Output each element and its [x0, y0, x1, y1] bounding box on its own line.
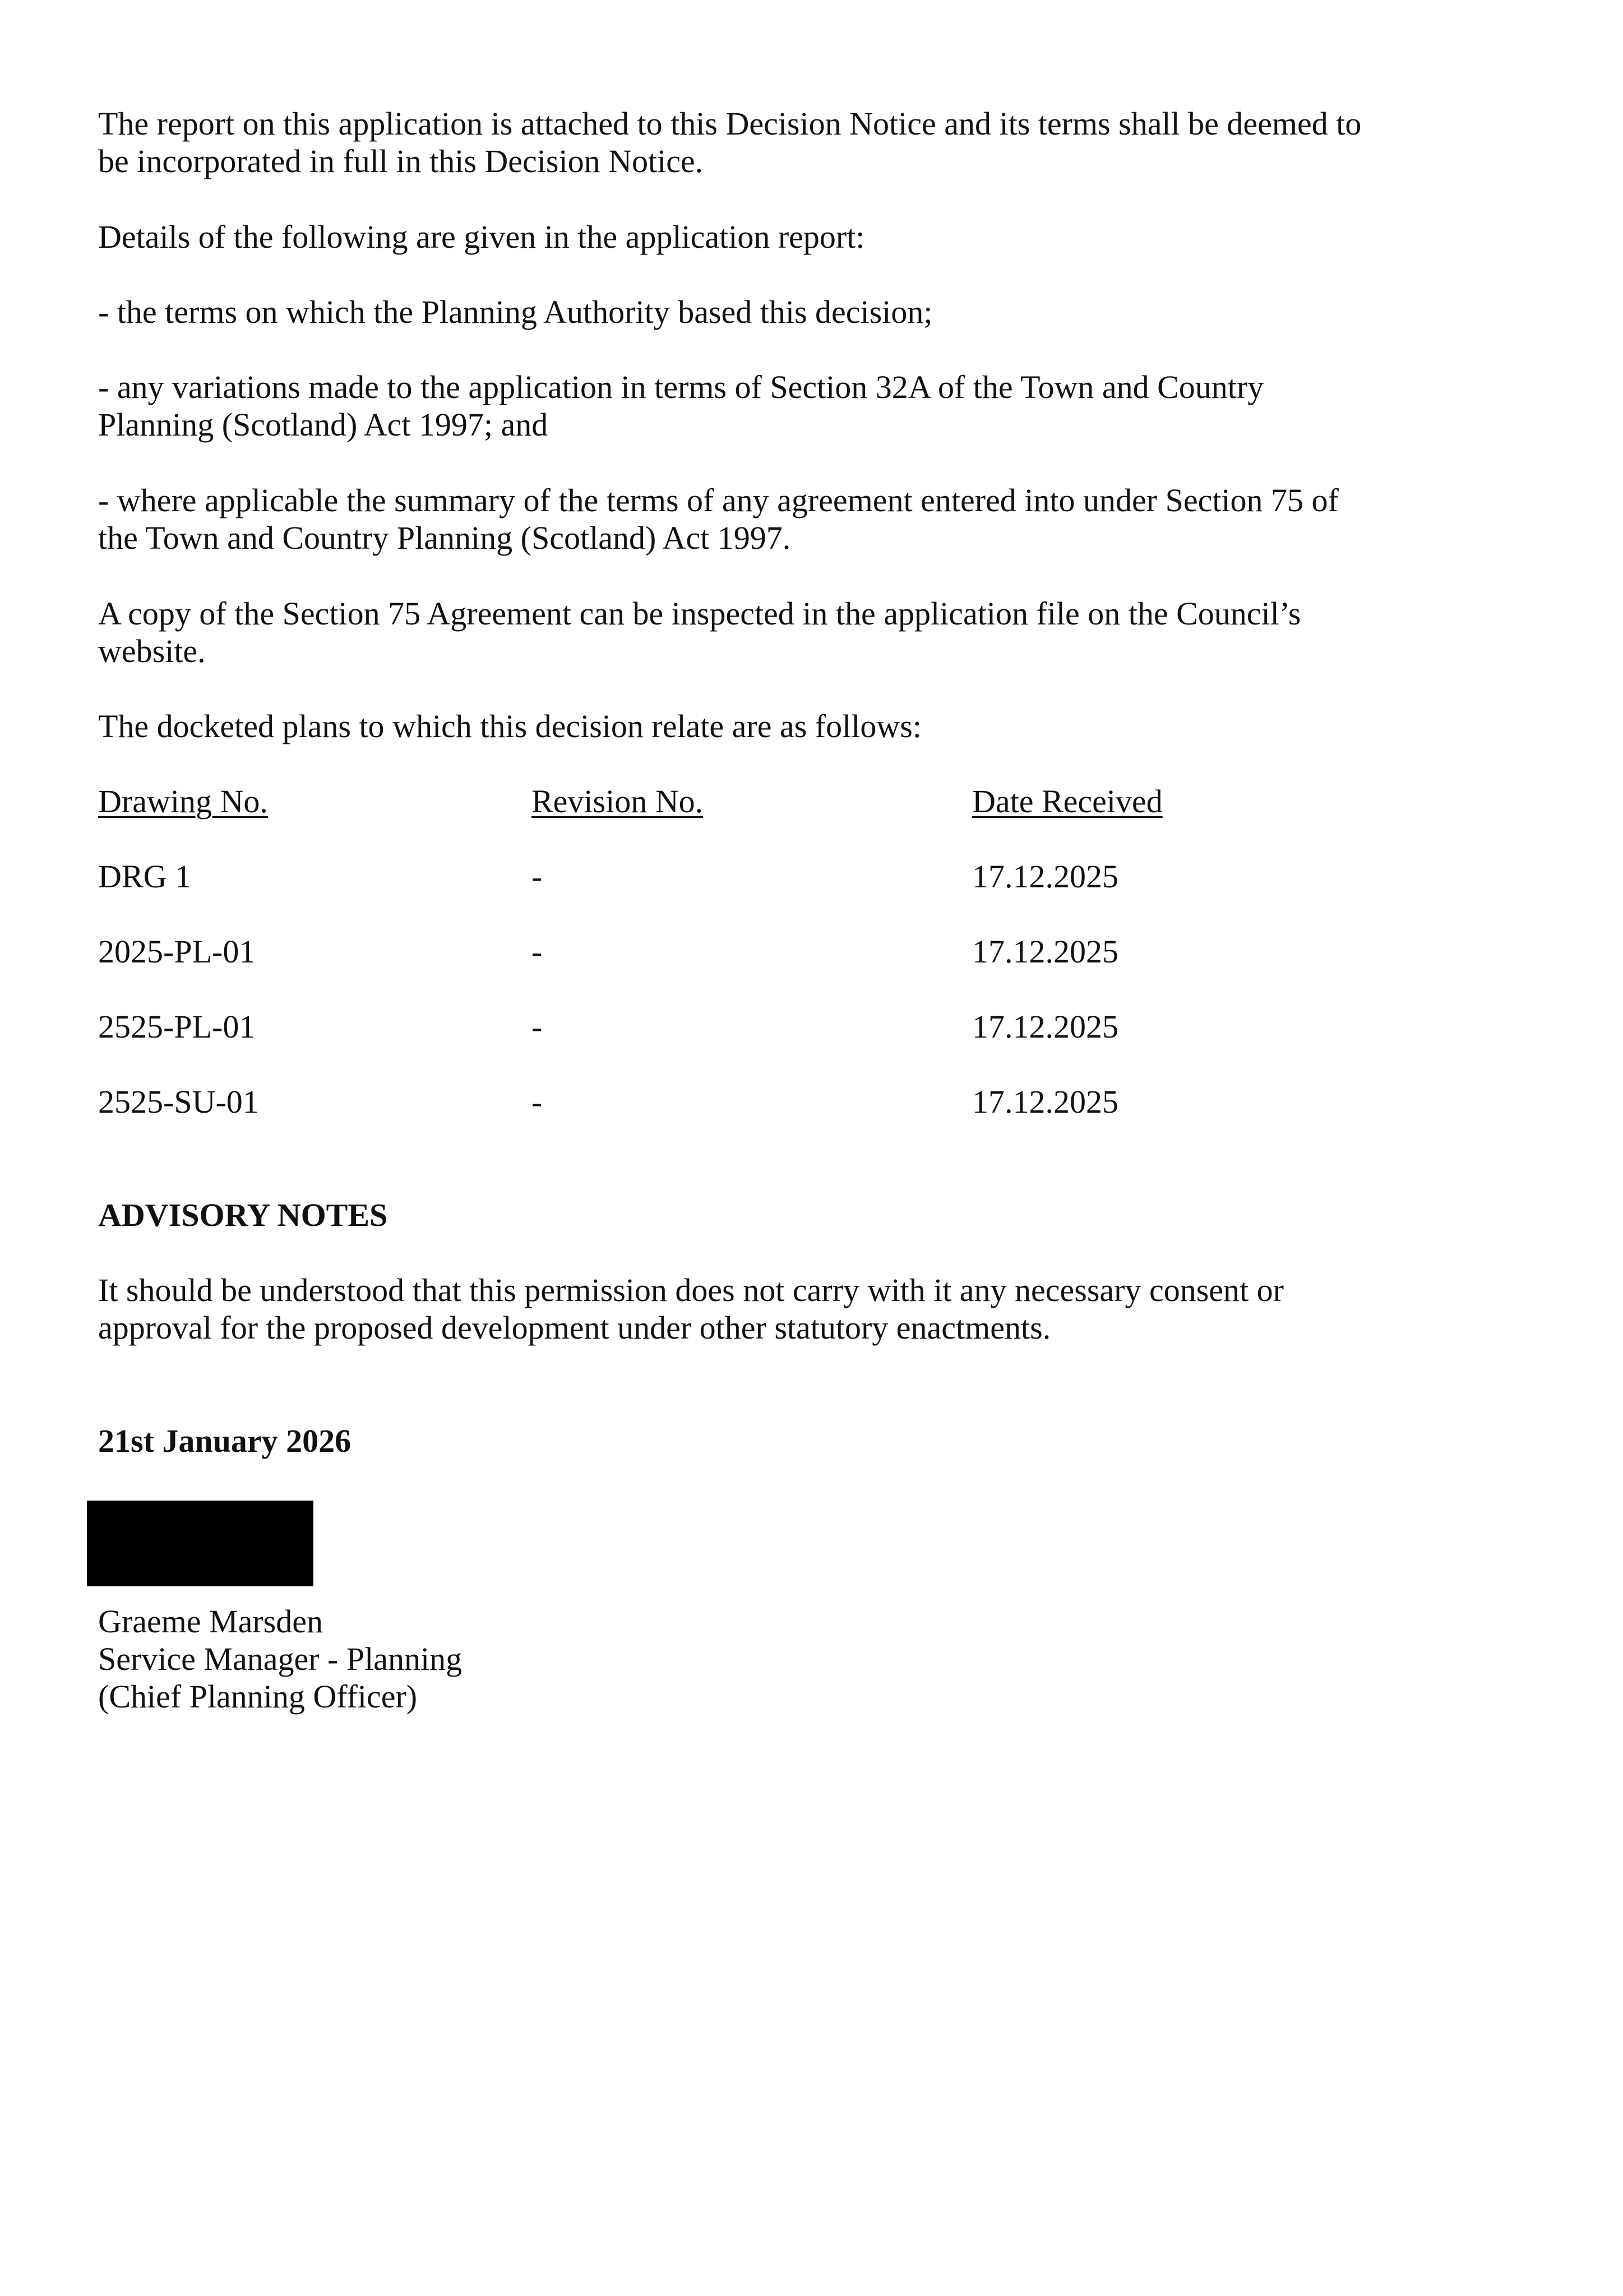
redacted-signature — [87, 1501, 313, 1586]
paragraph-line: It should be understood that this permission does not carry with it any necessary consent or — [98, 1272, 1284, 1308]
column-header-date-received: Date Received — [972, 783, 1163, 820]
table-cell-drawing-no: 2025-PL-01 — [98, 933, 256, 970]
paragraph-line: website. — [98, 633, 206, 669]
section75-bullet — [98, 482, 1410, 557]
table-cell-date-received: 17.12.2025 — [972, 1084, 1118, 1120]
table-cell-drawing-no: 2525-PL-01 — [98, 1008, 256, 1045]
paragraph-line: Planning (Scotland) Act 1997; and — [98, 406, 548, 443]
advisory-notes-paragraph — [98, 1271, 1410, 1346]
paragraph-line: A copy of the Section 75 Agreement can be inspected in the application file on the Council’s — [98, 595, 1301, 632]
table-cell-date-received: 17.12.2025 — [972, 1008, 1118, 1045]
paragraph-line: the Town and Country Planning (Scotland) Act 1997. — [98, 520, 791, 556]
table-cell-revision-no: - — [531, 933, 543, 970]
paragraph-line: - where applicable the summary of the terms of any agreement entered into under Section 75 of — [98, 482, 1339, 519]
table-cell-revision-no: - — [531, 1008, 543, 1045]
report-attachment-paragraph — [98, 105, 1410, 180]
table-cell-date-received: 17.12.2025 — [972, 933, 1118, 970]
paragraph-line: approval for the proposed development under other statutory enactments. — [98, 1309, 1051, 1346]
table-cell-revision-no: - — [531, 1084, 543, 1120]
table-cell-date-received: 17.12.2025 — [972, 858, 1118, 895]
paragraph-line: be incorporated in full in this Decision Notice. — [98, 143, 704, 179]
table-cell-revision-no: - — [531, 858, 543, 895]
agreement-copy-paragraph — [98, 595, 1410, 670]
column-header-drawing-no: Drawing No. — [98, 783, 268, 820]
paragraph-line: - any variations made to the application in terms of Section 32A of the Town and Country — [98, 369, 1264, 405]
signatory-block — [98, 1603, 1410, 1715]
decision-date: 21st January 2026 — [98, 1423, 352, 1459]
column-header-revision-no: Revision No. — [531, 783, 704, 820]
table-cell-drawing-no: DRG 1 — [98, 858, 191, 895]
paragraph-line: The report on this application is attached to this Decision Notice and its terms shall be deemed to — [98, 105, 1362, 142]
details-intro-paragraph: Details of the following are given in the application report: — [98, 219, 865, 255]
advisory-notes-heading: ADVISORY NOTES — [98, 1197, 388, 1233]
variations-bullet — [98, 368, 1410, 443]
signatory-role: (Chief Planning Officer) — [98, 1678, 418, 1715]
table-cell-drawing-no: 2525-SU-01 — [98, 1084, 259, 1120]
signatory-name: Graeme Marsden — [98, 1603, 323, 1640]
signatory-title: Service Manager - Planning — [98, 1641, 463, 1677]
terms-bullet: - the terms on which the Planning Authority based this decision; — [98, 294, 933, 330]
docketed-plans-intro: The docketed plans to which this decision relate are as follows: — [98, 708, 922, 744]
